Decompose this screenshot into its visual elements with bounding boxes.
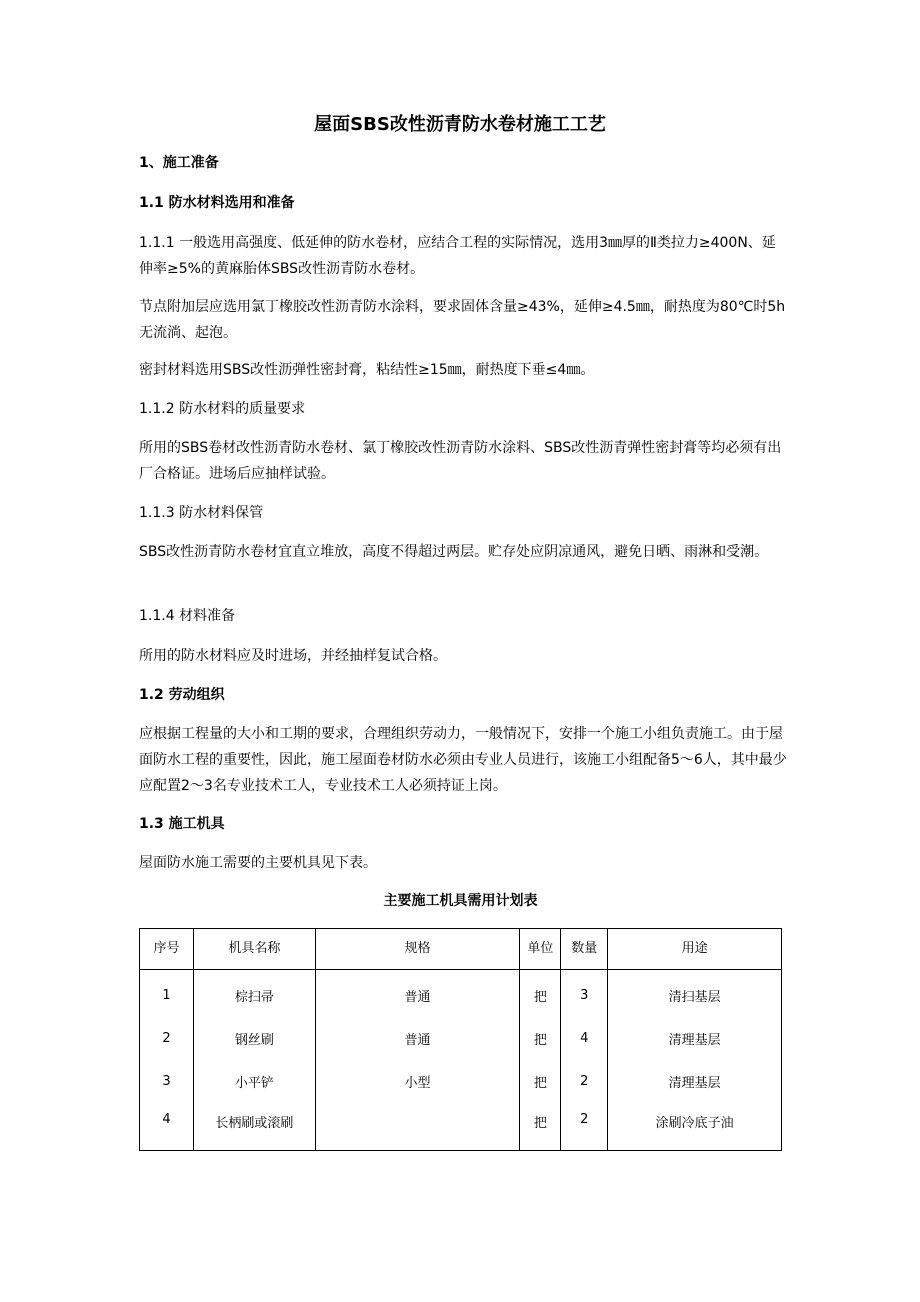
table-header-row	[140, 929, 782, 970]
table-row	[140, 1017, 782, 1060]
section-heading-1-1: 1.1 防水材料选用和准备	[139, 195, 295, 211]
table-cell: 清扫基层	[608, 970, 782, 1018]
page-title: 屋面SBS改性沥青防水卷材施工工艺	[314, 114, 606, 135]
table-cell: 涂刷冷底子油	[608, 1103, 782, 1150]
section-heading-1-2: 1.2 劳动组织	[139, 687, 225, 703]
table-cell: 清理基层	[608, 1017, 782, 1060]
header-cell: 序号	[140, 929, 194, 970]
paragraph-preparation: 所用的防水材料应及时进场，并经抽样复试合格。	[139, 648, 447, 664]
paragraph-quality: 所用的SBS卷材改性沥青防水卷材、氯丁橡胶改性沥青防水涂料、SBS改性沥青弹性密封膏等均必须有出厂合格证。进场后应抽样试验。	[139, 440, 782, 482]
subheading-1-1-4: 1.1.4 材料准备	[139, 608, 236, 624]
paragraph-sealant: 密封材料选用SBS改性沥弹性密封膏，粘结性≥15㎜，耐热度下垂≤4㎜。	[139, 362, 595, 378]
subheading-1-1-3: 1.1.3 防水材料保管	[139, 505, 264, 521]
table-cell: 普通	[315, 1017, 520, 1060]
table-cell: 2	[140, 1017, 194, 1060]
table-cell: 把	[520, 1060, 561, 1103]
tools-table	[139, 928, 782, 1151]
table-cell: 把	[520, 1017, 561, 1060]
table-row	[140, 1060, 782, 1103]
paragraph-node-layer: 节点附加层应选用氯丁橡胶改性沥青防水涂料，要求固体含量≥43%，延伸≥4.5㎜，耐热度为80℃时5h无流淌、起泡。	[139, 299, 786, 341]
table-caption: 主要施工机具需用计划表	[383, 893, 538, 909]
paragraph-storage: SBS改性沥青防水卷材宜直立堆放，高度不得超过两层。贮存处应阴凉通风，避免日晒、雨淋和受潮。	[139, 544, 769, 560]
header-cell: 用途	[608, 929, 782, 970]
table-cell: 把	[520, 1103, 561, 1150]
table-cell: 棕扫帚	[193, 970, 315, 1018]
table-cell: 把	[520, 970, 561, 1018]
table-cell: 清理基层	[608, 1060, 782, 1103]
table-cell: 小型	[315, 1060, 520, 1103]
section-heading-1-3: 1.3 施工机具	[139, 816, 225, 832]
table-cell: 普通	[315, 970, 520, 1018]
header-cell: 机具名称	[193, 929, 315, 970]
section-heading-1: 1、施工准备	[139, 155, 219, 171]
table-cell: 4	[140, 1103, 194, 1150]
table-cell: 钢丝刷	[193, 1017, 315, 1060]
table-cell: 3	[140, 1060, 194, 1103]
table-cell: 3	[561, 970, 608, 1018]
table-row	[140, 1103, 782, 1150]
table-cell: 2	[561, 1103, 608, 1150]
table-row	[140, 970, 782, 1018]
table-cell: 1	[140, 970, 194, 1018]
header-cell: 数量	[561, 929, 608, 970]
paragraph-tools-intro: 屋面防水施工需要的主要机具见下表。	[139, 855, 377, 871]
table-cell: 4	[561, 1017, 608, 1060]
header-cell: 单位	[520, 929, 561, 970]
table-cell	[315, 1103, 520, 1150]
subheading-1-1-2: 1.1.2 防水材料的质量要求	[139, 401, 306, 417]
paragraph-1-1-1: 1.1.1 一般选用高强度、低延伸的防水卷材，应结合工程的实际情况，选用3㎜厚的Ⅱ类拉力≥400N、延伸率≥5%的黄麻胎体SBS改性沥青防水卷材。	[139, 235, 776, 277]
paragraph-labor: 应根据工程量的大小和工期的要求，合理组织劳动力，一般情况下，安排一个施工小组负责施工。由于屋面防水工程的重要性，因此，施工屋面卷材防水必须由专业人员进行，该施工小组配备5～6人，其中最少应配置2～3名专业技术工人，专业技术工人必须持证上岗。	[139, 726, 787, 794]
header-cell: 规格	[315, 929, 520, 970]
table-cell: 长柄刷或滚刷	[193, 1103, 315, 1150]
table-cell: 2	[561, 1060, 608, 1103]
table-cell: 小平铲	[193, 1060, 315, 1103]
